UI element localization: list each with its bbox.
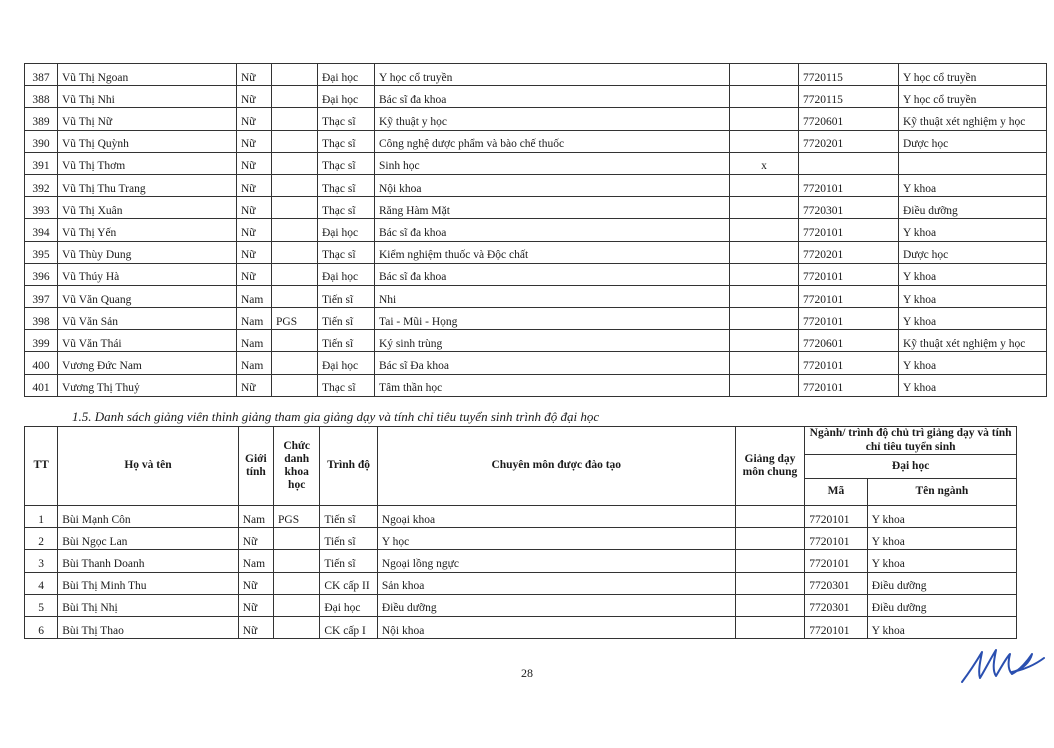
cell-major: Y khoa xyxy=(899,263,1047,285)
cell-name: Vũ Thị Thu Trang xyxy=(58,174,237,196)
cell-title xyxy=(272,130,318,152)
cell-degree: Đại học xyxy=(318,219,375,241)
cell-tt: 389 xyxy=(25,108,58,130)
header-academic-title: Chức danh khoa học xyxy=(274,427,320,506)
cell-code: 7720101 xyxy=(805,528,868,550)
cell-gender: Nữ xyxy=(237,64,272,86)
cell-name: Vũ Thị Nhi xyxy=(58,86,237,108)
table-row xyxy=(25,108,1047,130)
cell-common xyxy=(735,528,805,550)
cell-common xyxy=(735,616,805,638)
cell-specialty: Sinh học xyxy=(375,152,730,174)
cell-tt: 390 xyxy=(25,130,58,152)
cell-specialty: Kiểm nghiệm thuốc và Độc chất xyxy=(375,241,730,263)
table-row xyxy=(25,308,1047,330)
cell-name: Vũ Thúy Hà xyxy=(58,263,237,285)
cell-major: Điều dưỡng xyxy=(899,197,1047,219)
cell-name: Vũ Thị Yến xyxy=(58,219,237,241)
cell-degree: Thạc sĩ xyxy=(318,152,375,174)
cell-major: Y khoa xyxy=(899,374,1047,396)
cell-gender: Nữ xyxy=(237,374,272,396)
cell-title xyxy=(272,352,318,374)
cell-tt: 399 xyxy=(25,330,58,352)
cell-specialty: Ký sinh trùng xyxy=(375,330,730,352)
cell-title xyxy=(272,197,318,219)
cell-gender: Nữ xyxy=(238,616,273,638)
cell-major: Y khoa xyxy=(899,219,1047,241)
cell-name: Vũ Văn Thái xyxy=(58,330,237,352)
cell-degree: Đại học xyxy=(318,352,375,374)
table-row xyxy=(25,374,1047,396)
cell-common xyxy=(730,86,799,108)
cell-name: Vũ Thị Xuân xyxy=(58,197,237,219)
cell-tt: 2 xyxy=(25,528,58,550)
cell-common: x xyxy=(730,152,799,174)
table-row xyxy=(25,528,1017,550)
staff-table-continued xyxy=(24,63,1047,397)
cell-specialty: Nội khoa xyxy=(375,174,730,196)
cell-major xyxy=(899,152,1047,174)
cell-gender: Nam xyxy=(237,352,272,374)
table-row xyxy=(25,263,1047,285)
cell-tt: 394 xyxy=(25,219,58,241)
cell-common xyxy=(735,594,805,616)
header-common-subject: Giảng dạy môn chung xyxy=(735,427,805,506)
table-row xyxy=(25,219,1047,241)
cell-major: Y khoa xyxy=(899,285,1047,307)
cell-name: Vũ Văn Sản xyxy=(58,308,237,330)
table-row xyxy=(25,285,1047,307)
cell-name: Bùi Thị Minh Thu xyxy=(58,572,238,594)
cell-name: Vũ Thị Ngoan xyxy=(58,64,237,86)
cell-title xyxy=(272,108,318,130)
cell-common xyxy=(730,352,799,374)
table-row xyxy=(25,572,1017,594)
cell-name: Vũ Thị Quỳnh xyxy=(58,130,237,152)
cell-title xyxy=(272,64,318,86)
cell-major: Y khoa xyxy=(867,550,1016,572)
cell-gender: Nữ xyxy=(237,197,272,219)
cell-tt: 400 xyxy=(25,352,58,374)
cell-tt: 395 xyxy=(25,241,58,263)
cell-common xyxy=(730,263,799,285)
cell-name: Bùi Thanh Doanh xyxy=(58,550,238,572)
page-number: 28 xyxy=(521,666,533,680)
cell-degree: Đại học xyxy=(320,594,377,616)
cell-gender: Nữ xyxy=(238,528,273,550)
cell-major: Y khoa xyxy=(899,308,1047,330)
cell-title xyxy=(274,550,320,572)
header-tt: TT xyxy=(25,427,58,506)
cell-code: 7720301 xyxy=(805,594,868,616)
cell-code: 7720201 xyxy=(799,130,899,152)
cell-gender: Nữ xyxy=(237,86,272,108)
cell-major: Kỹ thuật xét nghiệm y học xyxy=(899,108,1047,130)
cell-major: Y khoa xyxy=(899,352,1047,374)
cell-title xyxy=(272,152,318,174)
cell-name: Bùi Ngọc Lan xyxy=(58,528,238,550)
header-major: Tên ngành xyxy=(867,479,1016,506)
cell-code: 7720301 xyxy=(805,572,868,594)
cell-gender: Nữ xyxy=(237,130,272,152)
cell-specialty: Tai - Mũi - Họng xyxy=(375,308,730,330)
cell-tt: 387 xyxy=(25,64,58,86)
cell-degree: Tiến sĩ xyxy=(320,506,377,528)
cell-code: 7720601 xyxy=(799,330,899,352)
cell-specialty: Răng Hàm Mặt xyxy=(375,197,730,219)
cell-tt: 5 xyxy=(25,594,58,616)
cell-title xyxy=(274,594,320,616)
table-row xyxy=(25,550,1017,572)
cell-gender: Nam xyxy=(237,285,272,307)
table-row xyxy=(25,594,1017,616)
cell-degree: Đại học xyxy=(318,64,375,86)
cell-code: 7720101 xyxy=(805,616,868,638)
table-row xyxy=(25,241,1047,263)
cell-code: 7720115 xyxy=(799,86,899,108)
cell-title xyxy=(274,616,320,638)
table-row xyxy=(25,197,1047,219)
cell-specialty: Kỹ thuật y học xyxy=(375,108,730,130)
cell-degree: Tiến sĩ xyxy=(318,285,375,307)
cell-code: 7720115 xyxy=(799,64,899,86)
cell-common xyxy=(735,506,805,528)
visiting-lecturers-table xyxy=(24,426,1017,639)
cell-tt: 393 xyxy=(25,197,58,219)
cell-title xyxy=(274,528,320,550)
cell-degree: Đại học xyxy=(318,86,375,108)
cell-title xyxy=(272,219,318,241)
cell-specialty: Ngoại khoa xyxy=(377,506,735,528)
cell-name: Vương Thị Thuỷ xyxy=(58,374,237,396)
cell-degree: CK cấp I xyxy=(320,616,377,638)
cell-gender: Nữ xyxy=(238,594,273,616)
signature xyxy=(958,640,1048,693)
cell-code: 7720101 xyxy=(805,506,868,528)
cell-degree: Thạc sĩ xyxy=(318,130,375,152)
cell-specialty: Y học cổ truyền xyxy=(375,64,730,86)
cell-common xyxy=(730,130,799,152)
cell-tt: 396 xyxy=(25,263,58,285)
cell-tt: 392 xyxy=(25,174,58,196)
header-specialty: Chuyên môn được đào tạo xyxy=(377,427,735,506)
cell-tt: 4 xyxy=(25,572,58,594)
table-row xyxy=(25,616,1017,638)
cell-gender: Nam xyxy=(238,550,273,572)
cell-degree: Tiến sĩ xyxy=(320,550,377,572)
cell-title xyxy=(274,572,320,594)
cell-tt: 1 xyxy=(25,506,58,528)
cell-major: Y học cổ truyền xyxy=(899,86,1047,108)
cell-title: PGS xyxy=(272,308,318,330)
cell-gender: Nữ xyxy=(237,241,272,263)
cell-gender: Nam xyxy=(238,506,273,528)
table-row xyxy=(25,64,1047,86)
cell-major: Y khoa xyxy=(867,528,1016,550)
cell-title: PGS xyxy=(274,506,320,528)
cell-specialty: Công nghệ dược phẩm và bào chế thuốc xyxy=(375,130,730,152)
cell-major: Y khoa xyxy=(899,174,1047,196)
cell-code: 7720201 xyxy=(799,241,899,263)
cell-major: Điều dưỡng xyxy=(867,594,1016,616)
cell-title xyxy=(272,241,318,263)
cell-gender: Nữ xyxy=(237,152,272,174)
cell-code: 7720101 xyxy=(799,374,899,396)
cell-name: Bùi Mạnh Côn xyxy=(58,506,238,528)
cell-code: 7720101 xyxy=(805,550,868,572)
cell-specialty: Ngoại lồng ngực xyxy=(377,550,735,572)
header-gender: Giới tính xyxy=(238,427,273,506)
cell-major: Y khoa xyxy=(867,616,1016,638)
cell-degree: Thạc sĩ xyxy=(318,197,375,219)
cell-tt: 398 xyxy=(25,308,58,330)
cell-gender: Nam xyxy=(237,330,272,352)
cell-degree: Đại học xyxy=(318,263,375,285)
cell-specialty: Nhi xyxy=(375,285,730,307)
cell-name: Bùi Thị Nhị xyxy=(58,594,238,616)
table-row xyxy=(25,86,1047,108)
cell-specialty: Bác sĩ đa khoa xyxy=(375,86,730,108)
cell-title xyxy=(272,174,318,196)
cell-degree: CK cấp II xyxy=(320,572,377,594)
cell-tt: 397 xyxy=(25,285,58,307)
cell-major: Y khoa xyxy=(867,506,1016,528)
cell-common xyxy=(730,285,799,307)
cell-tt: 391 xyxy=(25,152,58,174)
cell-specialty: Sản khoa xyxy=(377,572,735,594)
cell-title xyxy=(272,263,318,285)
section-title: 1.5. Danh sách giảng viên thỉnh giảng tham gia giảng dạy và tính chỉ tiêu tuyển sinh trình độ đại học xyxy=(72,409,600,424)
cell-code: 7720601 xyxy=(799,108,899,130)
cell-common xyxy=(730,174,799,196)
cell-major: Dược học xyxy=(899,130,1047,152)
cell-degree: Thạc sĩ xyxy=(318,241,375,263)
cell-common xyxy=(730,219,799,241)
header-degree: Trình độ xyxy=(320,427,377,506)
cell-tt: 388 xyxy=(25,86,58,108)
cell-common xyxy=(730,64,799,86)
cell-code: 7720101 xyxy=(799,352,899,374)
cell-gender: Nam xyxy=(237,308,272,330)
cell-gender: Nữ xyxy=(237,108,272,130)
cell-major: Điều dưỡng xyxy=(867,572,1016,594)
cell-code xyxy=(799,152,899,174)
cell-code: 7720101 xyxy=(799,285,899,307)
cell-code: 7720101 xyxy=(799,219,899,241)
cell-name: Vương Đức Nam xyxy=(58,352,237,374)
cell-common xyxy=(730,108,799,130)
cell-degree: Tiến sĩ xyxy=(318,308,375,330)
cell-specialty: Bác sĩ Đa khoa xyxy=(375,352,730,374)
table-row xyxy=(25,130,1047,152)
cell-specialty: Nội khoa xyxy=(377,616,735,638)
cell-name: Vũ Thùy Dung xyxy=(58,241,237,263)
cell-tt: 6 xyxy=(25,616,58,638)
cell-title xyxy=(272,86,318,108)
cell-common xyxy=(730,241,799,263)
cell-name: Bùi Thị Thao xyxy=(58,616,238,638)
cell-code: 7720101 xyxy=(799,308,899,330)
cell-common xyxy=(735,572,805,594)
cell-common xyxy=(730,330,799,352)
cell-common xyxy=(730,374,799,396)
cell-name: Vũ Thị Thơm xyxy=(58,152,237,174)
cell-code: 7720101 xyxy=(799,174,899,196)
header-name: Họ và tên xyxy=(58,427,238,506)
cell-common xyxy=(730,197,799,219)
cell-specialty: Điều dưỡng xyxy=(377,594,735,616)
cell-common xyxy=(730,308,799,330)
header-major-group: Ngành/ trình độ chủ trì giảng dạy và tính chỉ tiêu tuyển sinh xyxy=(805,427,1017,455)
cell-degree: Tiến sĩ xyxy=(318,330,375,352)
cell-tt: 3 xyxy=(25,550,58,572)
table-row xyxy=(25,330,1047,352)
cell-code: 7720301 xyxy=(799,197,899,219)
table-row xyxy=(25,152,1047,174)
cell-specialty: Y học xyxy=(377,528,735,550)
cell-title xyxy=(272,285,318,307)
cell-degree: Thạc sĩ xyxy=(318,174,375,196)
cell-gender: Nữ xyxy=(237,219,272,241)
cell-name: Vũ Văn Quang xyxy=(58,285,237,307)
table-row xyxy=(25,352,1047,374)
cell-specialty: Bác sĩ đa khoa xyxy=(375,263,730,285)
cell-degree: Thạc sĩ xyxy=(318,108,375,130)
cell-specialty: Tâm thần học xyxy=(375,374,730,396)
cell-major: Dược học xyxy=(899,241,1047,263)
cell-gender: Nữ xyxy=(237,174,272,196)
cell-specialty: Bác sĩ đa khoa xyxy=(375,219,730,241)
cell-degree: Tiến sĩ xyxy=(320,528,377,550)
table-row xyxy=(25,506,1017,528)
cell-name: Vũ Thị Nữ xyxy=(58,108,237,130)
cell-title xyxy=(272,374,318,396)
cell-major: Y học cổ truyền xyxy=(899,64,1047,86)
header-level: Đại học xyxy=(805,455,1017,479)
cell-degree: Thạc sĩ xyxy=(318,374,375,396)
cell-gender: Nữ xyxy=(237,263,272,285)
cell-major: Kỹ thuật xét nghiệm y học xyxy=(899,330,1047,352)
cell-common xyxy=(735,550,805,572)
cell-gender: Nữ xyxy=(238,572,273,594)
cell-tt: 401 xyxy=(25,374,58,396)
cell-code: 7720101 xyxy=(799,263,899,285)
table-row xyxy=(25,174,1047,196)
header-code: Mã xyxy=(805,479,868,506)
cell-title xyxy=(272,330,318,352)
